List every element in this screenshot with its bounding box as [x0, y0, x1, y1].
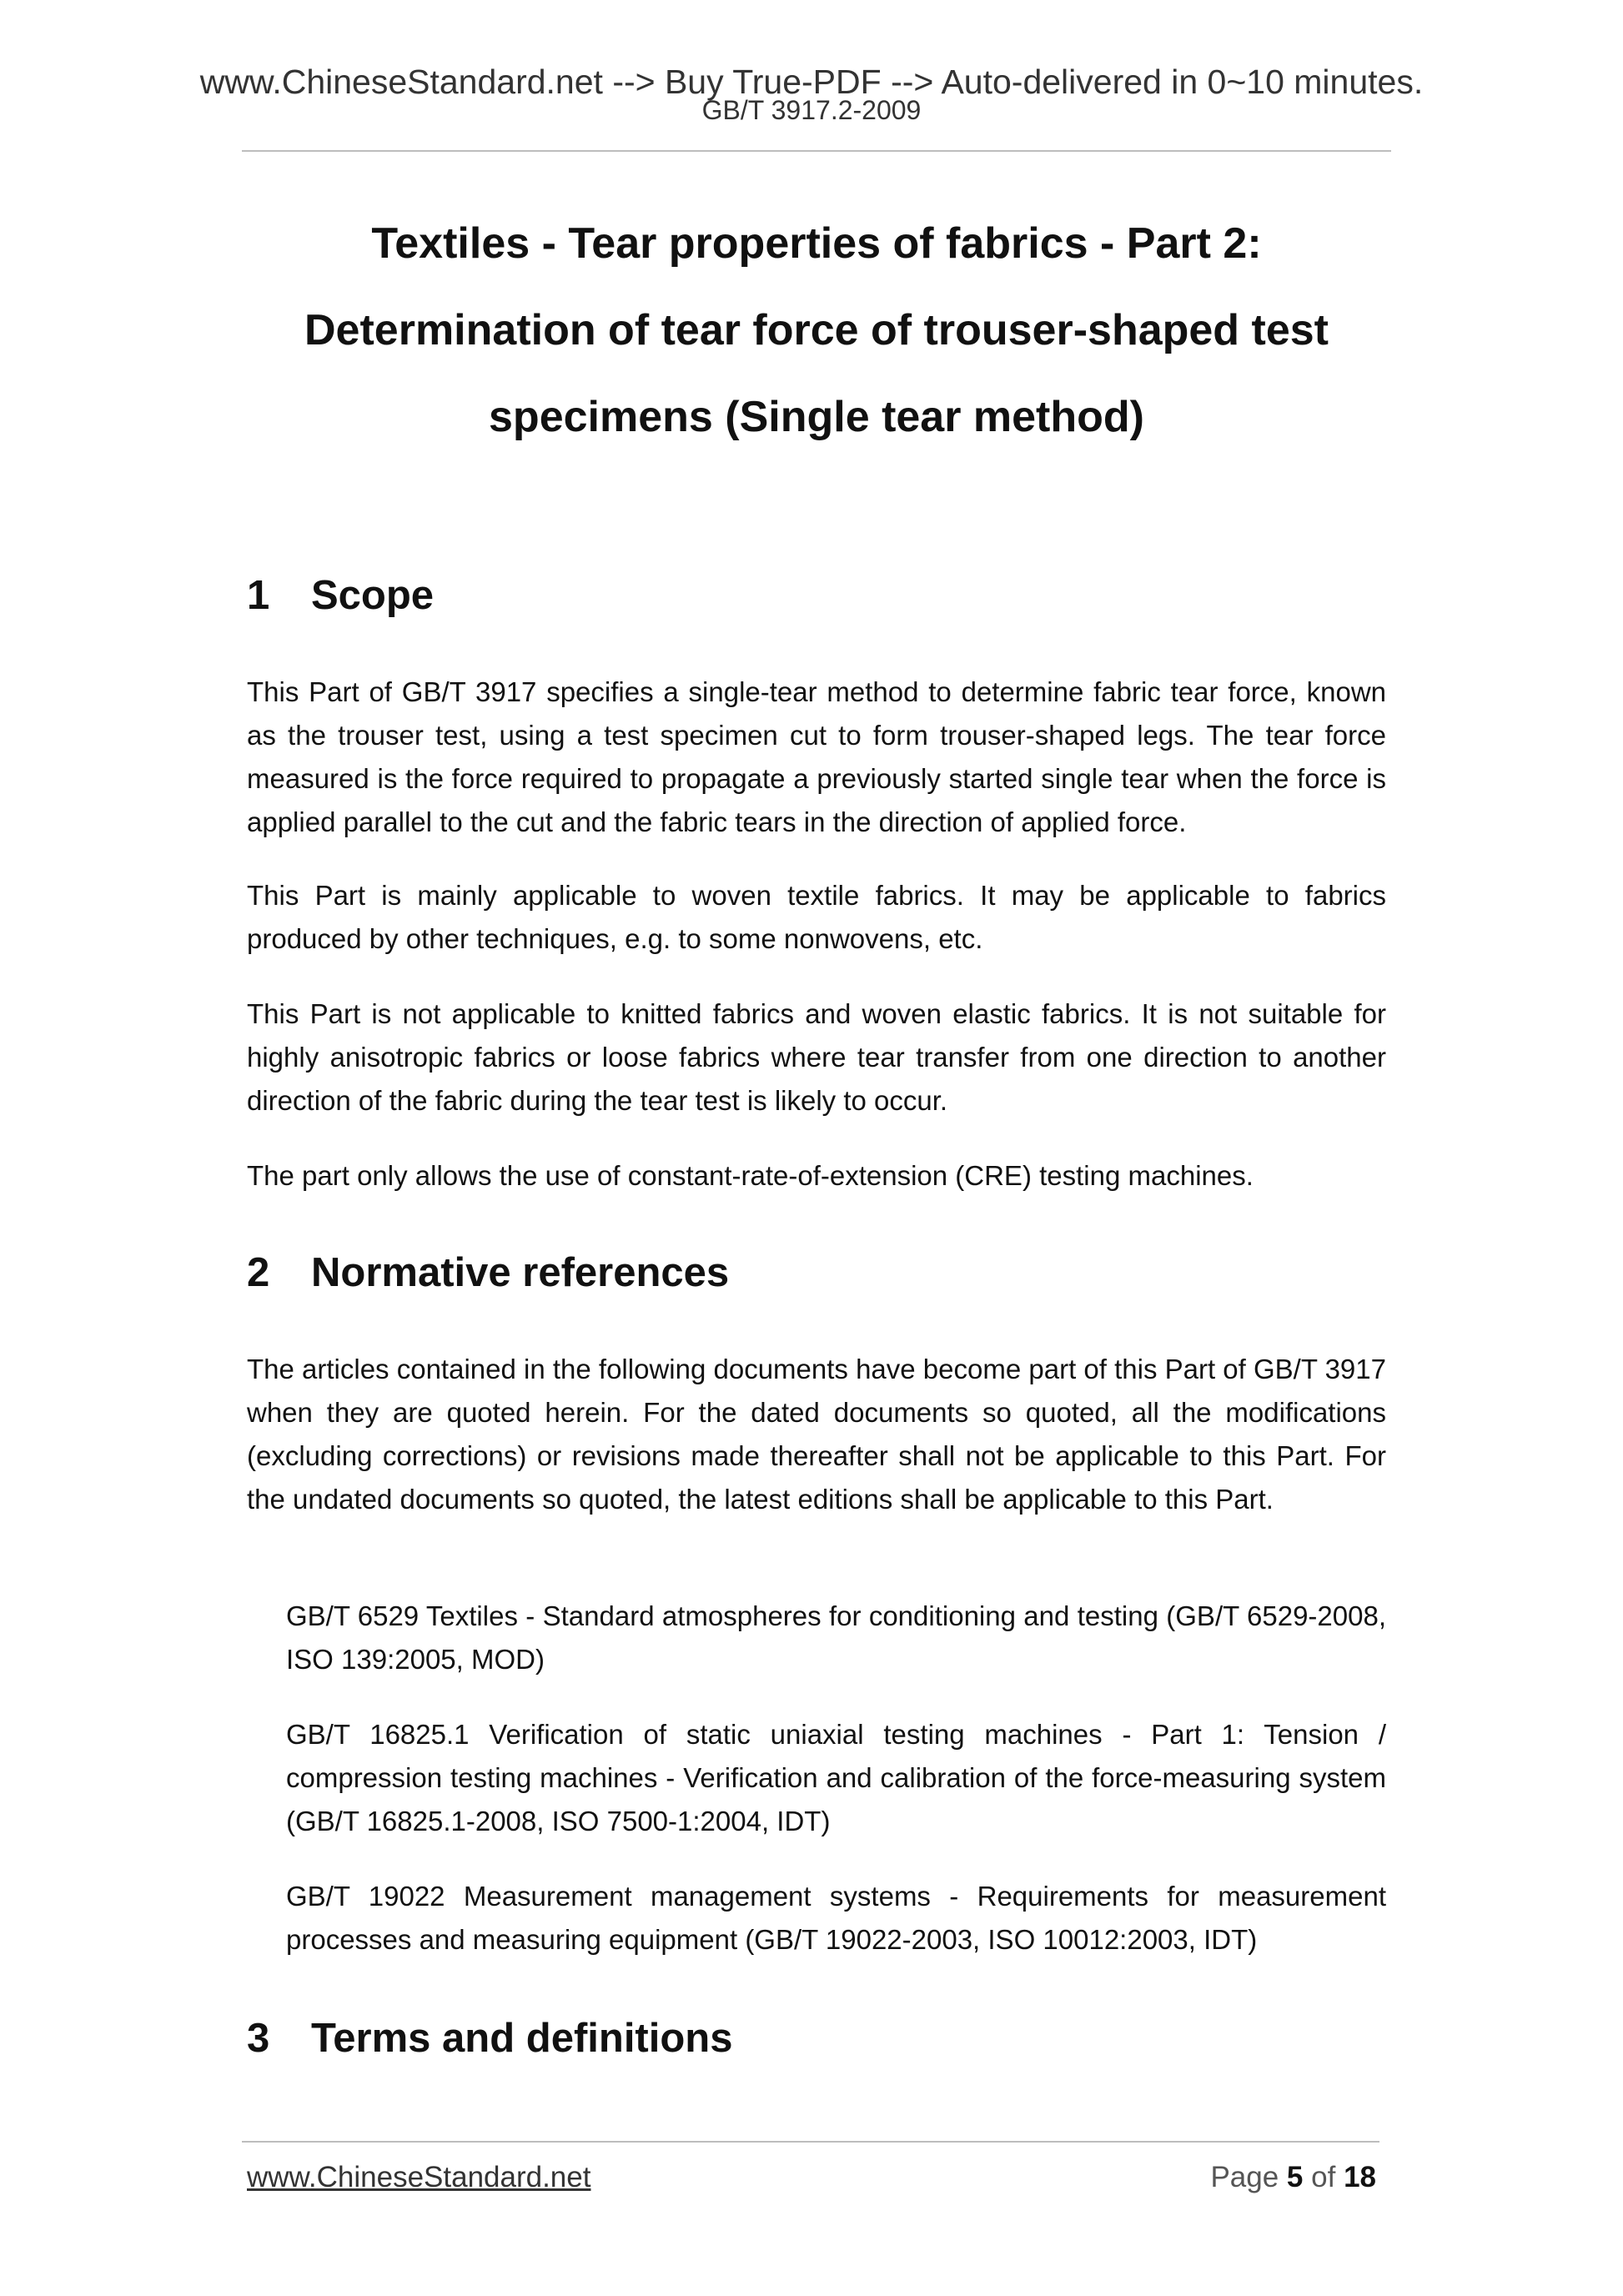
- section-3-heading: [247, 2018, 732, 2059]
- section-number: 2: [247, 1250, 270, 1295]
- footer-divider: [242, 2141, 1379, 2143]
- section-title: Terms and definitions: [311, 2016, 733, 2061]
- title-line-1: Textiles - Tear properties of fabrics - Part 2:: [371, 219, 1262, 268]
- page-of-label: of: [1311, 2161, 1336, 2193]
- section-title: Normative references: [311, 1250, 730, 1295]
- page-indicator: [1210, 2163, 1376, 2192]
- footer-website-link[interactable]: www.ChineseStandard.net: [247, 2161, 591, 2193]
- header-banner[interactable]: www.ChineseStandard.net --> Buy True-PDF --> Auto-delivered in 0~10 minutes.: [199, 63, 1424, 101]
- scope-paragraph-2: This Part is mainly applicable to woven textile fabrics. It may be applicable to fabrics produced by other techniques, e.g. to some nonwovens, etc.: [247, 880, 1386, 954]
- page-total: 18: [1344, 2161, 1376, 2193]
- page-label: Page: [1210, 2161, 1279, 2193]
- title-line-2: Determination of tear force of trouser-shaped test: [304, 306, 1329, 354]
- reference-item: GB/T 16825.1 Verification of static uniaxial testing machines - Part 1: Tension / compression testing machines - Verification and calibration of the force-measuring system (GB/T 16825.1-2008, ISO 7500-1:2004, IDT): [286, 1719, 1386, 1836]
- title-line-3: specimens (Single tear method): [489, 393, 1144, 441]
- document-title: [242, 200, 1391, 460]
- scope-paragraph-1: This Part of GB/T 3917 specifies a single-tear method to determine fabric tear force, known as the trouser test, using a test specimen cut to form trouser-shaped legs. The tear force measured is the force required to propagate a previously started single tear when the force is applied parallel to the cut and the fabric tears in the direction of applied force.: [247, 676, 1386, 837]
- page-current: 5: [1286, 2161, 1304, 2193]
- section-number: 1: [247, 573, 270, 618]
- standard-code: GB/T 3917.2-2009: [701, 95, 922, 125]
- scope-paragraph-4: The part only allows the use of constant-rate-of-extension (CRE) testing machines.: [247, 1160, 1254, 1191]
- reference-item: GB/T 19022 Measurement management systems - Requirements for measurement processes and measuring equipment (GB/T 19022-2003, ISO 10012:2003, IDT): [286, 1881, 1386, 1955]
- reference-item: GB/T 6529 Textiles - Standard atmospheres for conditioning and testing (GB/T 6529-2008, ISO 139:2005, MOD): [286, 1600, 1386, 1675]
- header-divider: [242, 150, 1391, 152]
- normative-references-intro: The articles contained in the following documents have become part of this Part of GB/T 3917 when they are quoted herein. For the dated documents so quoted, all the modifications (excluding corrections) or revisions made thereafter shall not be applicable to this Part. For the undated documents so quoted, the latest editions shall be applicable to this Part.: [247, 1354, 1386, 1515]
- scope-paragraph-3: This Part is not applicable to knitted fabrics and woven elastic fabrics. It is not suitable for highly anisotropic fabrics or loose fabrics where tear transfer from one direction to another direction of the fabric during the tear test is likely to occur.: [247, 998, 1386, 1116]
- section-number: 3: [247, 2016, 270, 2061]
- section-1-heading: [247, 575, 434, 616]
- section-2-heading: [247, 1250, 730, 1295]
- section-title: Scope: [311, 573, 435, 618]
